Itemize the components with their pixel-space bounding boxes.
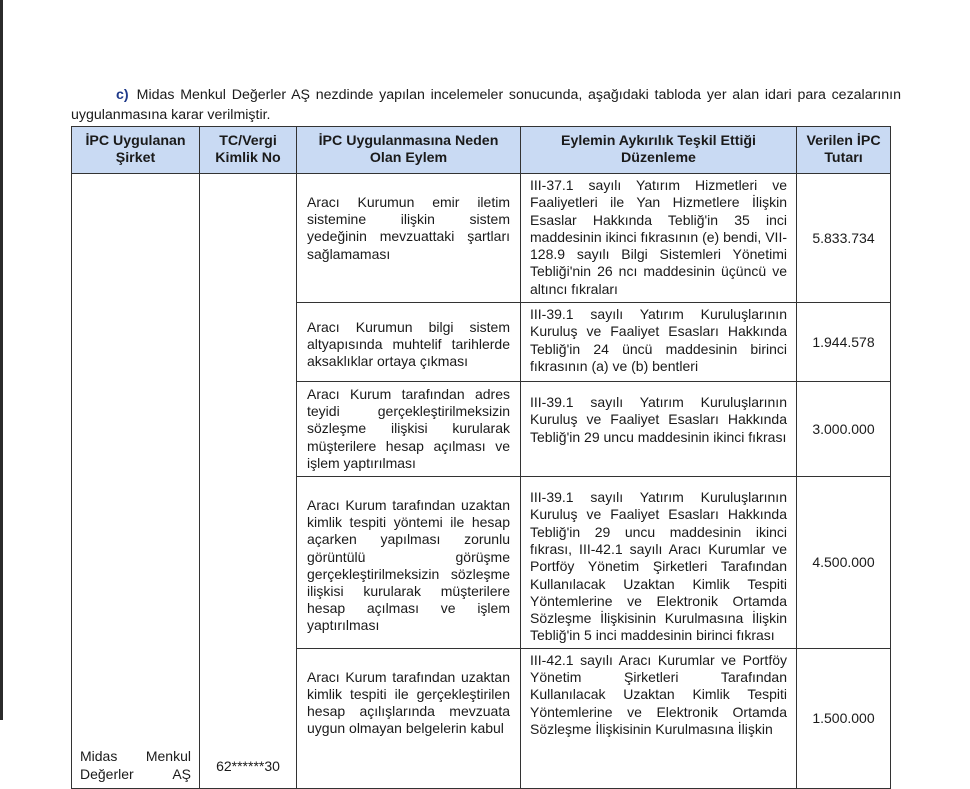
action-cell: Aracı Kurum tarafından uzaktan kimlik tespiti ile gerçekleştirilen hesap açılışlarında mevzuata uygun olmayan belgelerin kabul bbox=[297, 648, 521, 788]
list-marker: c) bbox=[116, 87, 129, 104]
header-regulation: Eylemin Aykırılık Teşkil Ettiği Düzenleme bbox=[521, 127, 797, 174]
header-amount: Verilen İPC Tutarı bbox=[797, 127, 891, 174]
company-name-cell: Midas Menkul Değerler AŞ bbox=[72, 174, 200, 789]
regulation-cell: III-39.1 sayılı Yatırım Kuruluşlarının Kuruluş ve Faaliyet Esasları Hakkında Tebliğ'in 24 üncü maddesinin birinci fıkrasının (a) ve (b) bentleri bbox=[521, 303, 797, 382]
amount-cell: 1.944.578 bbox=[797, 303, 891, 382]
header-company: İPC Uygulanan Şirket bbox=[72, 127, 200, 174]
amount-cell: 5.833.734 bbox=[797, 174, 891, 303]
regulation-cell: III-42.1 sayılı Aracı Kurumlar ve Portföy Yönetim Şirketleri Tarafından Kullanılacak Uzaktan Kimlik Tespiti Yöntemlerine ve Elektronik Ortamda Sözleşme İlişkisinin Kurulmasına İlişkin bbox=[521, 648, 797, 788]
regulation-cell: III-39.1 sayılı Yatırım Kuruluşlarının Kuruluş ve Faaliyet Esasları Hakkında Tebliğ'in 29 uncu maddesinin ikinci fıkrası, III-42.1 sayılı Aracı Kurumlar ve Portföy Yönetim Şirketleri Tarafından Kullanılacak Uzaktan Kimlik Tespiti Yöntemlerine ve Elektronik Ortamda Sözleşme İlişkisinin Kurulmasına İlişkin Tebliğ'in 5 inci maddesinin birinci fıkrası bbox=[521, 477, 797, 649]
tax-id-cell: 62******30 bbox=[200, 174, 297, 789]
header-action: İPC Uygulanmasına Neden Olan Eylem bbox=[297, 127, 521, 174]
action-cell: Aracı Kurum tarafından adres teyidi gerçekleştirilmeksizin sözleşme ilişkisi kurularak müşterilere hesap açılması ve işlem yaptırılması bbox=[297, 382, 521, 477]
action-cell: Aracı Kurumun bilgi sistem altyapısında muhtelif tarihlerde aksaklıklar ortaya çıkması bbox=[297, 303, 521, 382]
intro-paragraph bbox=[71, 85, 901, 125]
amount-cell: 1.500.000 bbox=[797, 648, 891, 788]
table-row bbox=[72, 174, 891, 303]
regulation-cell: III-39.1 sayılı Yatırım Kuruluşlarının Kuruluş ve Faaliyet Esasları Hakkında Tebliğ'in 29 uncu maddesinin ikinci fıkrası bbox=[521, 382, 797, 477]
action-cell: Aracı Kurum tarafından uzaktan kimlik tespiti yöntemi ile hesap açarken yapılması zorunlu görüntülü görüşme gerçekleştirilmeksizin sözleşme ilişkisi kurularak müşterilere hesap açılması ve işlem yaptırılması bbox=[297, 477, 521, 649]
intro-text: Midas Menkul Değerler AŞ nezdinde yapılan incelemeler sonucunda, aşağıdaki tabloda yer alan idari para cezalarının uygulanmasına karar verilmiştir. bbox=[71, 87, 901, 124]
action-cell: Aracı Kurumun emir iletim sistemine ilişkin sistem yedeğinin mevzuattaki şartları sağlamaması bbox=[297, 174, 521, 303]
regulation-cell: III-37.1 sayılı Yatırım Hizmetleri ve Faaliyetleri ile Yan Hizmetlere İlişkin Esaslar Hakkında Tebliğ'in 35 inci maddesinin ikinci fıkrasının (e) bendi, VII-128.9 sayılı Bilgi Sistemleri Yönetimi Tebliği'nin 26 ncı maddesinin üçüncü ve altıncı fıkraları bbox=[521, 174, 797, 303]
table-header-row bbox=[72, 127, 891, 174]
penalty-table bbox=[71, 126, 891, 789]
header-tax-id: TC/Vergi Kimlik No bbox=[200, 127, 297, 174]
page-edge-rule bbox=[0, 0, 3, 720]
amount-cell: 3.000.000 bbox=[797, 382, 891, 477]
amount-cell: 4.500.000 bbox=[797, 477, 891, 649]
